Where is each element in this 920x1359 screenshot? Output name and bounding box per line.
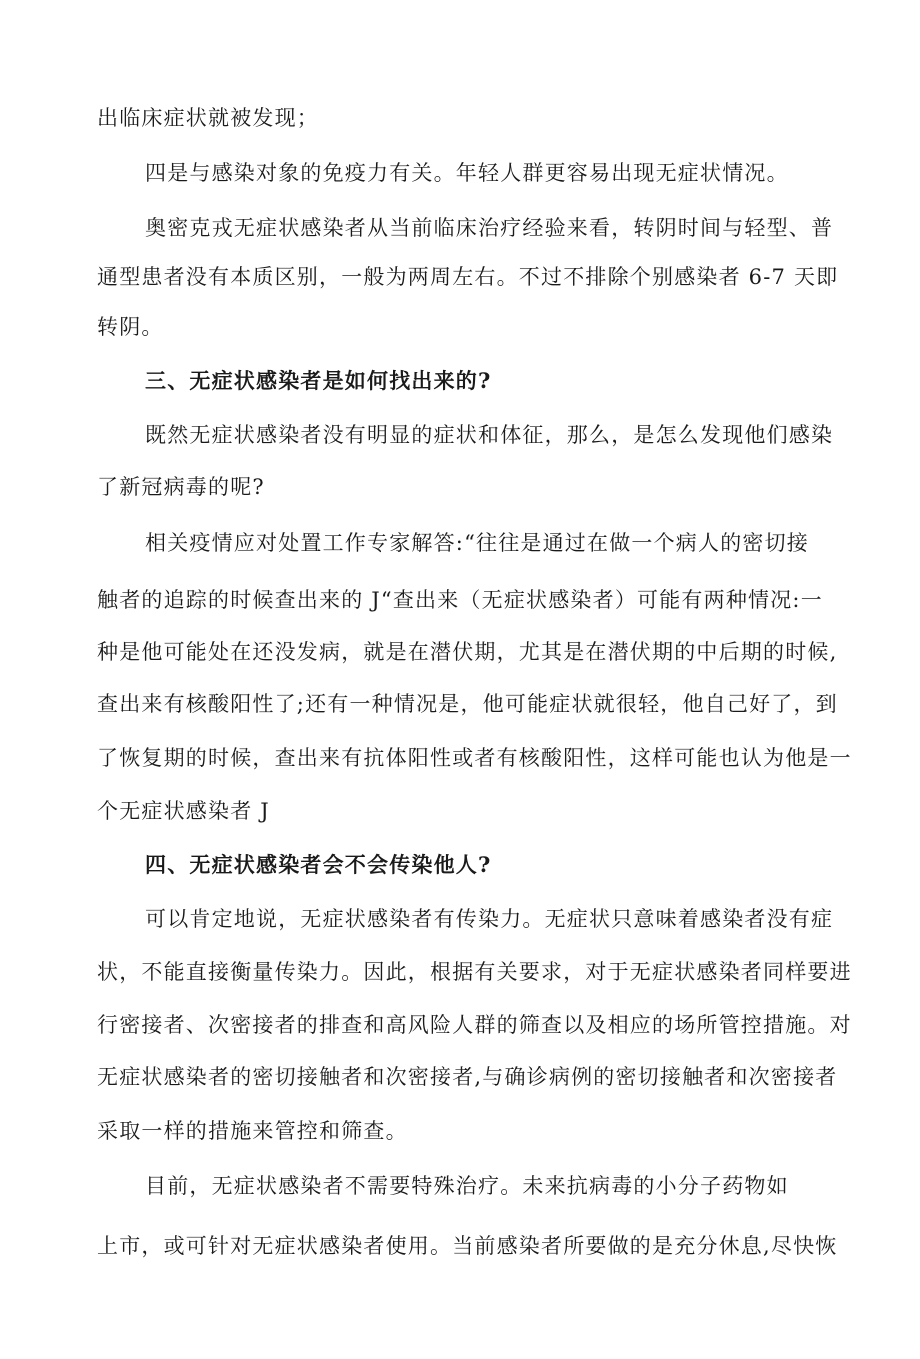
section-four-treatment-line-2: 上市，或可针对无症状感染者使用。当前感染者所要做的是充分休息,尽快恢 (97, 1234, 838, 1258)
section-four-paragraph-line-1: 可以肯定地说，无症状感染者有传染力。无症状只意味着感染者没有症 (145, 907, 834, 931)
section-four-treatment-line-1: 目前，无症状感染者不需要特殊治疗。未来抗病毒的小分子药物如 (145, 1174, 789, 1198)
point-four-line: 四是与感染对象的免疫力有关。年轻人群更容易出现无症状情况。 (145, 161, 789, 185)
section-three-question-line-1: 既然无症状感染者没有明显的症状和体征，那么，是怎么发现他们感染 (145, 423, 834, 447)
section-three-answer-line-2: 触者的追踪的时候查出来的 J“查出来（无症状感染者）可能有两种情况:一 (97, 588, 823, 612)
section-three-question-line-2: 了新冠病毒的呢? (97, 475, 265, 499)
omicron-paragraph-line-1: 奥密克戎无症状感染者从当前临床治疗经验来看，转阴时间与轻型、普 (145, 216, 834, 240)
omicron-paragraph-line-2: 通型患者没有本质区别，一般为两周左右。不过不排除个别感染者 6-7 天即 (97, 265, 839, 289)
section-four-paragraph-line-3: 行密接者、次密接者的排查和高风险人群的筛查以及相应的场所管控措施。对 (97, 1013, 852, 1037)
section-three-heading: 三、无症状感染者是如何找出来的? (145, 368, 492, 393)
section-four-paragraph-line-2: 状，不能直接衡量传染力。因此，根据有关要求，对于无症状感染者同样要进 (97, 960, 852, 984)
section-three-answer-line-5: 了恢复期的时候，查出来有抗体阳性或者有核酸阳性，这样可能也认为他是一 (97, 746, 852, 770)
section-four-paragraph-line-5: 采取一样的措施来管控和筛查。 (97, 1119, 408, 1143)
section-four-paragraph-line-4: 无症状感染者的密切接触者和次密接者,与确诊病例的密切接触者和次密接者 (97, 1065, 838, 1089)
section-three-answer-line-3: 种是他可能处在还没发病，就是在潜伏期，尤其是在潜伏期的中后期的时候, (97, 640, 838, 664)
section-three-answer-line-4: 查出来有核酸阳性了;还有一种情况是，他可能症状就很轻，他自己好了，到 (97, 692, 838, 716)
section-four-heading: 四、无症状感染者会不会传染他人? (145, 852, 492, 877)
paragraph-tail-line-1: 出临床症状就被发现； (97, 106, 319, 130)
section-three-answer-line-1: 相关疫情应对处置工作专家解答:“往往是通过在做一个病人的密切接 (145, 531, 810, 555)
omicron-paragraph-line-3: 转阴。 (97, 315, 164, 339)
section-three-answer-line-6: 个无症状感染者 J (97, 799, 270, 823)
